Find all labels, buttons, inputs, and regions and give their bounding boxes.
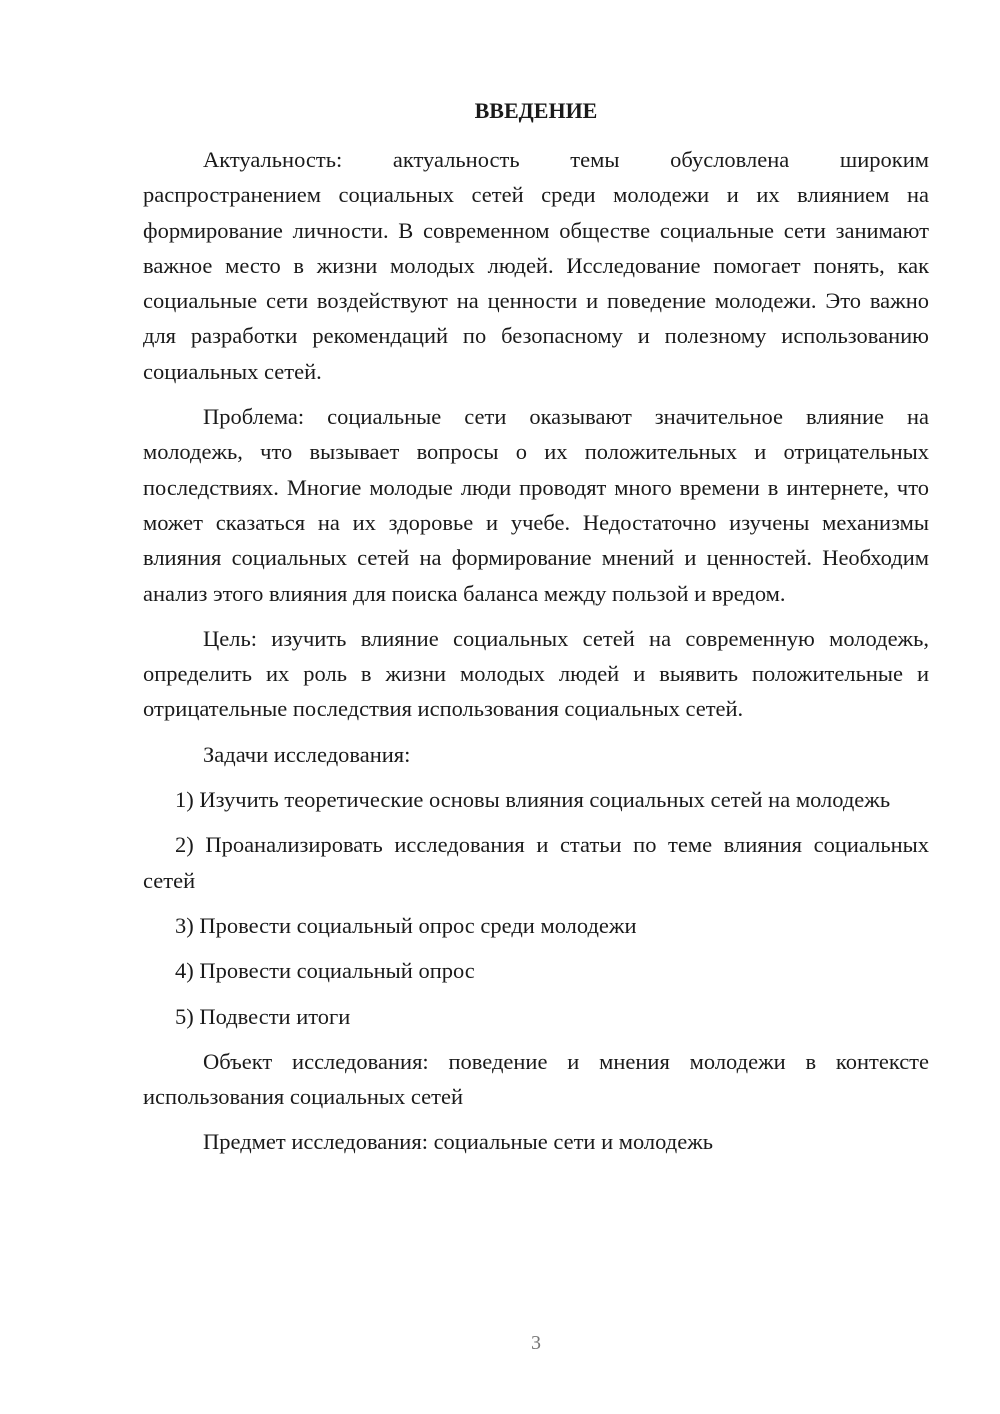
- task-item-2: 2) Проанализировать исследования и статьи по теме влияния социальных сетей: [143, 832, 929, 893]
- task-item-5: 5) Подвести итоги: [175, 1003, 351, 1029]
- task-item-4: 4) Провести социальный опрос: [175, 958, 475, 984]
- paragraph-goal: Цель: изучить влияние социальных сетей на современную молодежь, определить их роль в жизни молодых людей и выявить положительные и отрицательные последствия использования социальных сетей.: [143, 625, 929, 722]
- task-item-1: 1) Изучить теоретические основы влияния социальных сетей на молодежь: [175, 787, 891, 813]
- paragraph-problem: Проблема: социальные сети оказывают значительное влияние на молодежь, что вызывает вопросы о их положительных и отрицательных последствиях. Многие молодые люди проводят много времени в интернете, что может сказаться на их здоровье и учебе. Недостаточно изучены механизмы влияния социальных сетей на формирование мнений и ценностей. Необходим анализ этого влияния для поиска баланса между пользой и вредом.: [143, 404, 929, 606]
- paragraph-object: Объект исследования: поведение и мнения молодежи в контексте использования социальных сетей: [143, 1048, 929, 1110]
- paragraph-subject: Предмет исследования: социальные сети и молодежь: [203, 1129, 714, 1155]
- tasks-heading: Задачи исследования:: [203, 741, 411, 767]
- page-title: ВВЕДЕНИЕ: [474, 98, 598, 123]
- task-item-3: 3) Провести социальный опрос среди молодежи: [175, 912, 637, 938]
- page-number: 3: [531, 1332, 541, 1354]
- paragraph-relevance: Актуальность: актуальность темы обусловлена широким распространением социальных сетей среди молодежи и их влиянием на формирование личности. В современном обществе социальные сети занимают важное место в жизни молодых людей. Исследование помогает понять, как социальные сети воздействуют на ценности и поведение молодежи. Это важно для разработки рекомендаций по безопасному и полезному использованию социальных сетей.: [143, 147, 929, 384]
- document-body: [143, 142, 929, 1160]
